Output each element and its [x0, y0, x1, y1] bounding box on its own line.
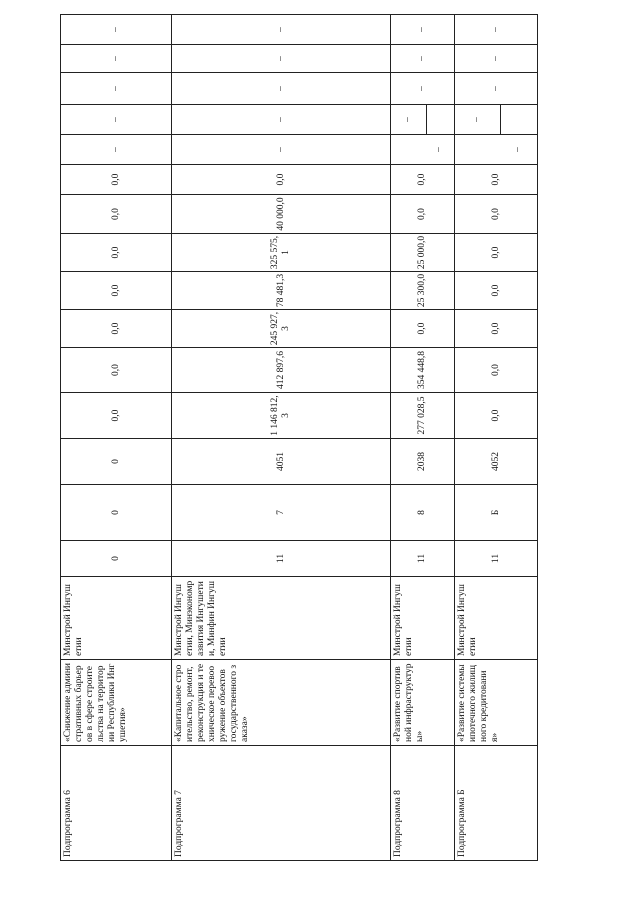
program-name-cell: «Развитие системы ипотечного жилищного кредитования» — [455, 660, 538, 746]
split-dash-cell — [455, 105, 538, 135]
funding-value-cell: 0,0 — [455, 393, 538, 439]
dash-cell: – — [61, 73, 172, 105]
dash-cell: – — [61, 135, 172, 165]
executor-cell: Минстрой Ингушетии — [61, 577, 172, 660]
dash-cell: – — [61, 105, 172, 135]
cs-cell: 4051 — [172, 439, 391, 485]
dash-value: – — [513, 147, 524, 152]
program-kind-cell: Подпрограмма 8 — [391, 746, 455, 861]
funding-value-cell: 0,0 — [455, 234, 538, 272]
funding-value-cell: 0,0 — [455, 272, 538, 310]
program-kind-cell: Подпрограмма 6 — [61, 746, 172, 861]
funding-value-cell: 0,0 — [61, 393, 172, 439]
funding-value-cell: 0,0 — [455, 348, 538, 393]
dash-value: – — [434, 147, 445, 152]
funding-value-cell: 0,0 — [61, 348, 172, 393]
split-dash-cell — [455, 135, 538, 165]
grbs-cell: 0 — [61, 541, 172, 577]
funding-value-cell: 25 300,0 — [391, 272, 455, 310]
funding-value-cell: 354 448,8 — [391, 348, 455, 393]
dash-cell: – — [172, 105, 391, 135]
dash-cell: – — [172, 15, 391, 45]
grbs-cell: 11 — [391, 541, 455, 577]
funding-value-cell: 0,0 — [172, 165, 391, 195]
executor-cell: Минстрой Ингушетии — [391, 577, 455, 660]
dash-cell: – — [391, 45, 455, 73]
split-dash-cell — [391, 105, 455, 135]
rz-cell: 0 — [61, 485, 172, 541]
dash-cell: – — [172, 45, 391, 73]
cs-cell: 4052 — [455, 439, 538, 485]
dash-cell: – — [172, 135, 391, 165]
funding-value-cell: 40 000,0 — [172, 195, 391, 234]
funding-value-cell: 325 575,1 — [172, 234, 391, 272]
dash-value: – — [455, 105, 501, 134]
funding-value-cell: 0,0 — [61, 195, 172, 234]
grbs-cell: 11 — [172, 541, 391, 577]
executor-cell: Минстрой Ингушетии — [455, 577, 538, 660]
program-name-cell: «Снижение административных барьеров в сфере строительства на территории Республики Ингушетия» — [61, 660, 172, 746]
funding-value-cell: 0,0 — [61, 272, 172, 310]
cs-cell: 2038 — [391, 439, 455, 485]
cs-cell: 0 — [61, 439, 172, 485]
funding-value-cell: 0,0 — [61, 234, 172, 272]
executor-cell: Минстрой Ингушетии, Минэкономразвития Ингушетии, Минфин Ингушетии — [172, 577, 391, 660]
program-name-cell: «Развитие спортивной инфраструктуры» — [391, 660, 455, 746]
funding-value-cell: 277 028,5 — [391, 393, 455, 439]
funding-value-cell: 0,0 — [61, 310, 172, 348]
dash-cell: – — [61, 45, 172, 73]
funding-value-cell: 0,0 — [391, 165, 455, 195]
funding-value-cell: 0,0 — [391, 195, 455, 234]
table-row — [455, 15, 538, 861]
table-row — [61, 15, 172, 861]
program-kind-cell: Подпрограмма 7 — [172, 746, 391, 861]
grbs-cell: 11 — [455, 541, 538, 577]
funding-value-cell: 0,0 — [455, 195, 538, 234]
funding-value-cell: 0,0 — [61, 165, 172, 195]
rotated-table-wrapper — [60, 15, 537, 861]
dash-cell: – — [391, 15, 455, 45]
dash-cell: – — [391, 73, 455, 105]
rz-cell: 8 — [391, 485, 455, 541]
table-row — [391, 15, 455, 861]
dash-cell: – — [455, 45, 538, 73]
program-name-cell: «Капитальное строительство, ремонт, реконструкция и техническое перевооружение объектов государственного заказа» — [172, 660, 391, 746]
dash-cell: – — [61, 15, 172, 45]
split-dash-cell — [391, 135, 455, 165]
dash-cell: – — [455, 73, 538, 105]
funding-value-cell: 1 146 812,3 — [172, 393, 391, 439]
funding-value-cell: 245 927,3 — [172, 310, 391, 348]
budget-table — [60, 14, 538, 861]
funding-value-cell: 78 481,3 — [172, 272, 391, 310]
funding-value-cell: 25 000,0 — [391, 234, 455, 272]
program-kind-cell: Подпрограмма Б — [455, 746, 538, 861]
funding-value-cell: 0,0 — [391, 310, 455, 348]
dash-cell: – — [172, 73, 391, 105]
funding-value-cell: 0,0 — [455, 310, 538, 348]
funding-value-cell: 0,0 — [455, 165, 538, 195]
dash-cell: – — [455, 15, 538, 45]
table-row — [172, 15, 391, 861]
rz-cell: 7 — [172, 485, 391, 541]
dash-value: – — [391, 105, 427, 134]
funding-value-cell: 412 897,6 — [172, 348, 391, 393]
rz-cell: Б — [455, 485, 538, 541]
